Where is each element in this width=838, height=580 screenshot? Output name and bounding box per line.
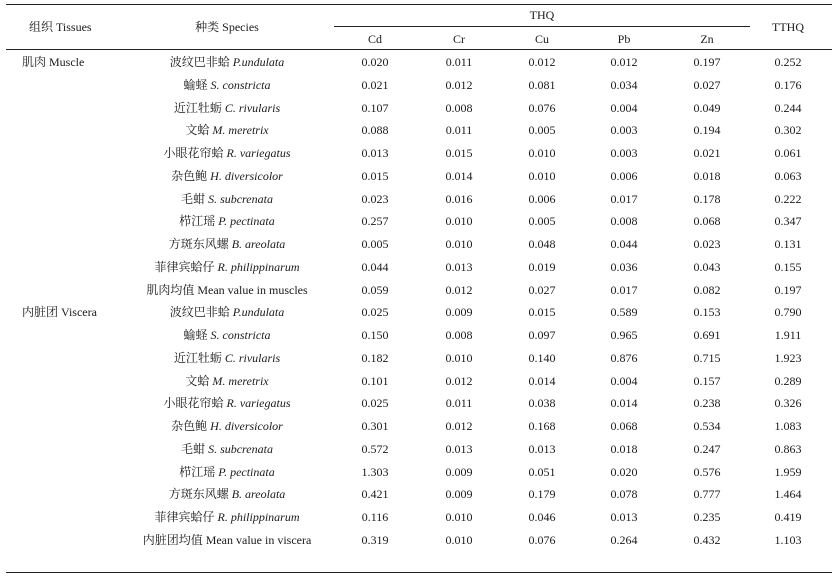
value-cell: 0.009 (445, 305, 473, 319)
species-cell (170, 305, 284, 319)
col-header-cd: Cd (367, 32, 383, 46)
value-cell: 0.021 (693, 146, 721, 160)
species-cell (181, 192, 273, 206)
value-cell: 0.021 (361, 78, 389, 92)
value-cell: 0.235 (693, 510, 721, 524)
value-cell: 0.005 (528, 123, 556, 137)
tissue-label: 内脏团 Viscera (22, 305, 97, 319)
value-cell: 0.257 (361, 214, 389, 228)
value-cell: 0.017 (610, 283, 638, 297)
tthq-cell: 0.063 (774, 169, 802, 183)
bottom-rule (6, 572, 832, 573)
value-cell: 0.013 (528, 442, 556, 456)
tthq-cell: 0.302 (774, 123, 802, 137)
value-cell: 0.197 (693, 55, 721, 69)
species-scientific-name: P. pectinata (215, 214, 275, 228)
species-scientific-name: B. areolata (228, 487, 286, 501)
species-header: 种类 Species (195, 20, 259, 34)
value-cell: 0.014 (610, 396, 638, 410)
species-cell (163, 146, 290, 160)
value-cell: 0.068 (610, 419, 638, 433)
header-rule (6, 49, 832, 50)
value-cell: 0.010 (445, 510, 473, 524)
value-cell: 0.182 (361, 351, 389, 365)
species-scientific-name: S. subcrenata (205, 442, 273, 456)
species-scientific-name: P.undulata (229, 305, 285, 319)
value-cell: 0.421 (361, 487, 389, 501)
value-cell: 0.008 (445, 101, 473, 115)
value-cell: 0.010 (445, 351, 473, 365)
species-common-name: 蝓蛏 (183, 328, 208, 342)
tthq-cell: 0.347 (774, 214, 802, 228)
value-cell: 0.015 (361, 169, 389, 183)
value-cell: 0.777 (693, 487, 721, 501)
value-cell: 0.043 (693, 260, 721, 274)
value-cell: 0.003 (610, 123, 638, 137)
value-cell: 0.012 (445, 283, 473, 297)
value-cell: 0.068 (693, 214, 721, 228)
value-cell: 0.038 (528, 396, 556, 410)
species-cell (174, 351, 280, 365)
species-common-name: 文蛤 (185, 374, 210, 388)
species-scientific-name: S. subcrenata (205, 192, 273, 206)
species-common-name: 波纹巴非蛤 (169, 55, 230, 69)
value-cell: 0.027 (693, 78, 721, 92)
species-scientific-name: H. diversicolor (207, 419, 283, 433)
species-common-name: 肌肉均值 Mean value in muscles (146, 283, 308, 297)
value-cell: 0.010 (445, 214, 473, 228)
value-cell: 0.264 (610, 533, 638, 547)
species-common-name: 菲律宾蛤仔 (154, 510, 215, 524)
value-cell: 0.019 (528, 260, 556, 274)
species-cell (181, 442, 273, 456)
species-scientific-name: H. diversicolor (207, 169, 283, 183)
value-cell: 0.116 (361, 510, 389, 524)
value-cell: 0.010 (528, 146, 556, 160)
value-cell: 0.157 (693, 374, 721, 388)
species-common-name: 方斑东风螺 (168, 487, 229, 501)
species-scientific-name: B. areolata (228, 237, 286, 251)
tthq-cell: 0.326 (774, 396, 802, 410)
value-cell: 0.078 (610, 487, 638, 501)
tthq-cell: 1.464 (774, 487, 802, 501)
value-cell: 0.589 (610, 305, 638, 319)
value-cell: 0.319 (361, 533, 389, 547)
value-cell: 1.303 (361, 465, 389, 479)
col-header-cu: Cu (534, 32, 550, 46)
tthq-cell: 0.252 (774, 55, 802, 69)
species-cell (154, 260, 299, 274)
tthq-cell: 1.911 (774, 328, 802, 342)
species-common-name: 毛蚶 (181, 442, 206, 456)
value-cell: 0.036 (610, 260, 638, 274)
value-cell: 0.018 (693, 169, 721, 183)
species-scientific-name: M. meretrix (209, 374, 269, 388)
value-cell: 0.076 (528, 101, 556, 115)
tthq-cell: 0.863 (774, 442, 802, 456)
tissue-header: 组织 Tissues (29, 20, 92, 34)
species-cell (179, 465, 274, 479)
col-header-cr: Cr (453, 32, 465, 46)
thq-group-rule (334, 26, 750, 27)
species-common-name: 近江牡蛎 (173, 101, 222, 115)
value-cell: 0.023 (361, 192, 389, 206)
tissue-label: 肌肉 Muscle (22, 55, 85, 69)
value-cell: 0.046 (528, 510, 556, 524)
species-cell (185, 123, 268, 137)
value-cell: 0.010 (445, 533, 473, 547)
tthq-cell: 1.923 (774, 351, 802, 365)
species-common-name: 近江牡蛎 (173, 351, 222, 365)
value-cell: 0.020 (610, 465, 638, 479)
tthq-cell: 0.244 (774, 101, 802, 115)
top-rule (6, 4, 832, 5)
value-cell: 0.534 (693, 419, 721, 433)
value-cell: 0.018 (610, 442, 638, 456)
value-cell: 0.247 (693, 442, 721, 456)
value-cell: 0.014 (445, 169, 473, 183)
value-cell: 0.011 (445, 396, 473, 410)
value-cell: 0.088 (361, 123, 389, 137)
tthq-cell: 0.061 (774, 146, 802, 160)
species-common-name: 蝓蛏 (183, 78, 208, 92)
value-cell: 0.009 (445, 465, 473, 479)
value-cell: 0.008 (610, 214, 638, 228)
value-cell: 0.023 (693, 237, 721, 251)
value-cell: 0.015 (528, 305, 556, 319)
value-cell: 0.020 (361, 55, 389, 69)
value-cell: 0.140 (528, 351, 556, 365)
species-cell (154, 510, 299, 524)
species-cell (183, 78, 270, 92)
species-cell (174, 101, 280, 115)
thq-group-header: THQ (529, 8, 555, 22)
species-scientific-name: P. pectinata (215, 465, 275, 479)
species-common-name: 菲律宾蛤仔 (154, 260, 215, 274)
value-cell: 0.576 (693, 465, 721, 479)
species-cell (169, 237, 286, 251)
tthq-cell: 0.222 (774, 192, 802, 206)
species-cell (143, 533, 312, 547)
species-cell (185, 374, 268, 388)
value-cell: 0.025 (361, 305, 389, 319)
value-cell: 0.013 (361, 146, 389, 160)
species-common-name: 波纹巴非蛤 (169, 305, 230, 319)
species-cell (146, 283, 307, 297)
value-cell: 0.101 (361, 374, 389, 388)
tthq-cell: 1.083 (774, 419, 802, 433)
species-cell (163, 396, 290, 410)
species-common-name: 栉江瑶 (179, 214, 216, 228)
value-cell: 0.017 (610, 192, 638, 206)
species-scientific-name: S. constricta (207, 328, 271, 342)
value-cell: 0.012 (610, 55, 638, 69)
value-cell: 0.876 (610, 351, 638, 365)
value-cell: 0.301 (361, 419, 389, 433)
species-scientific-name: R. variegatus (223, 396, 291, 410)
species-scientific-name: C. rivularis (221, 351, 281, 365)
value-cell: 0.965 (610, 328, 638, 342)
value-cell: 0.011 (445, 123, 473, 137)
value-cell: 0.082 (693, 283, 721, 297)
value-cell: 0.238 (693, 396, 721, 410)
tthq-cell: 0.790 (774, 305, 802, 319)
species-common-name: 杂色鲍 (171, 169, 208, 183)
species-cell (169, 487, 286, 501)
species-cell (171, 419, 283, 433)
species-common-name: 文蛤 (185, 123, 210, 137)
species-common-name: 小眼花帘蛤 (163, 396, 224, 410)
value-cell: 0.059 (361, 283, 389, 297)
value-cell: 0.011 (445, 55, 473, 69)
value-cell: 0.010 (528, 169, 556, 183)
value-cell: 0.153 (693, 305, 721, 319)
species-scientific-name: R. variegatus (223, 146, 291, 160)
value-cell: 0.044 (361, 260, 389, 274)
value-cell: 0.016 (445, 192, 473, 206)
value-cell: 0.107 (361, 101, 389, 115)
value-cell: 0.012 (445, 374, 473, 388)
species-common-name: 毛蚶 (181, 192, 206, 206)
value-cell: 0.049 (693, 101, 721, 115)
species-common-name: 杂色鲍 (171, 419, 208, 433)
value-cell: 0.572 (361, 442, 389, 456)
value-cell: 0.004 (610, 101, 638, 115)
value-cell: 0.194 (693, 123, 721, 137)
value-cell: 0.097 (528, 328, 556, 342)
species-scientific-name: R. philippinarum (214, 510, 300, 524)
value-cell: 0.010 (445, 237, 473, 251)
value-cell: 0.006 (528, 192, 556, 206)
species-scientific-name: P.undulata (229, 55, 285, 69)
tthq-cell: 1.103 (774, 533, 802, 547)
value-cell: 0.004 (610, 374, 638, 388)
value-cell: 0.012 (445, 78, 473, 92)
value-cell: 0.027 (528, 283, 556, 297)
value-cell: 0.048 (528, 237, 556, 251)
value-cell: 0.150 (361, 328, 389, 342)
tthq-cell: 0.197 (774, 283, 802, 297)
value-cell: 0.005 (528, 214, 556, 228)
value-cell: 0.012 (445, 419, 473, 433)
value-cell: 0.715 (693, 351, 721, 365)
value-cell: 0.009 (445, 487, 473, 501)
value-cell: 0.013 (445, 260, 473, 274)
tthq-cell: 0.155 (774, 260, 802, 274)
tthq-cell: 0.419 (774, 510, 802, 524)
tthq-cell: 1.959 (774, 465, 802, 479)
species-scientific-name: M. meretrix (209, 123, 269, 137)
species-scientific-name: R. philippinarum (214, 260, 300, 274)
value-cell: 0.076 (528, 533, 556, 547)
value-cell: 0.003 (610, 146, 638, 160)
tthq-cell: 0.289 (774, 374, 802, 388)
species-common-name: 小眼花帘蛤 (163, 146, 224, 160)
value-cell: 0.005 (361, 237, 389, 251)
tthq-cell: 0.176 (774, 78, 802, 92)
value-cell: 0.014 (528, 374, 556, 388)
value-cell: 0.006 (610, 169, 638, 183)
species-scientific-name: S. constricta (207, 78, 271, 92)
species-cell (170, 55, 284, 69)
value-cell: 0.081 (528, 78, 556, 92)
tthq-header: TTHQ (772, 20, 804, 34)
value-cell: 0.178 (693, 192, 721, 206)
value-cell: 0.691 (693, 328, 721, 342)
value-cell: 0.034 (610, 78, 638, 92)
value-cell: 0.013 (610, 510, 638, 524)
value-cell: 0.012 (528, 55, 556, 69)
value-cell: 0.168 (528, 419, 556, 433)
value-cell: 0.179 (528, 487, 556, 501)
species-common-name: 方斑东风螺 (168, 237, 229, 251)
value-cell: 0.025 (361, 396, 389, 410)
value-cell: 0.044 (610, 237, 638, 251)
value-cell: 0.008 (445, 328, 473, 342)
tthq-cell: 0.131 (774, 237, 802, 251)
col-header-zn: Zn (700, 32, 714, 46)
value-cell: 0.432 (693, 533, 721, 547)
value-cell: 0.051 (528, 465, 556, 479)
species-common-name: 内脏团均值 Mean value in viscera (142, 533, 312, 547)
species-cell (183, 328, 270, 342)
species-scientific-name: C. rivularis (221, 101, 281, 115)
value-cell: 0.015 (445, 146, 473, 160)
value-cell: 0.013 (445, 442, 473, 456)
col-header-pb: Pb (617, 32, 631, 46)
species-cell (171, 169, 283, 183)
species-cell (179, 214, 274, 228)
species-common-name: 栉江瑶 (179, 465, 216, 479)
